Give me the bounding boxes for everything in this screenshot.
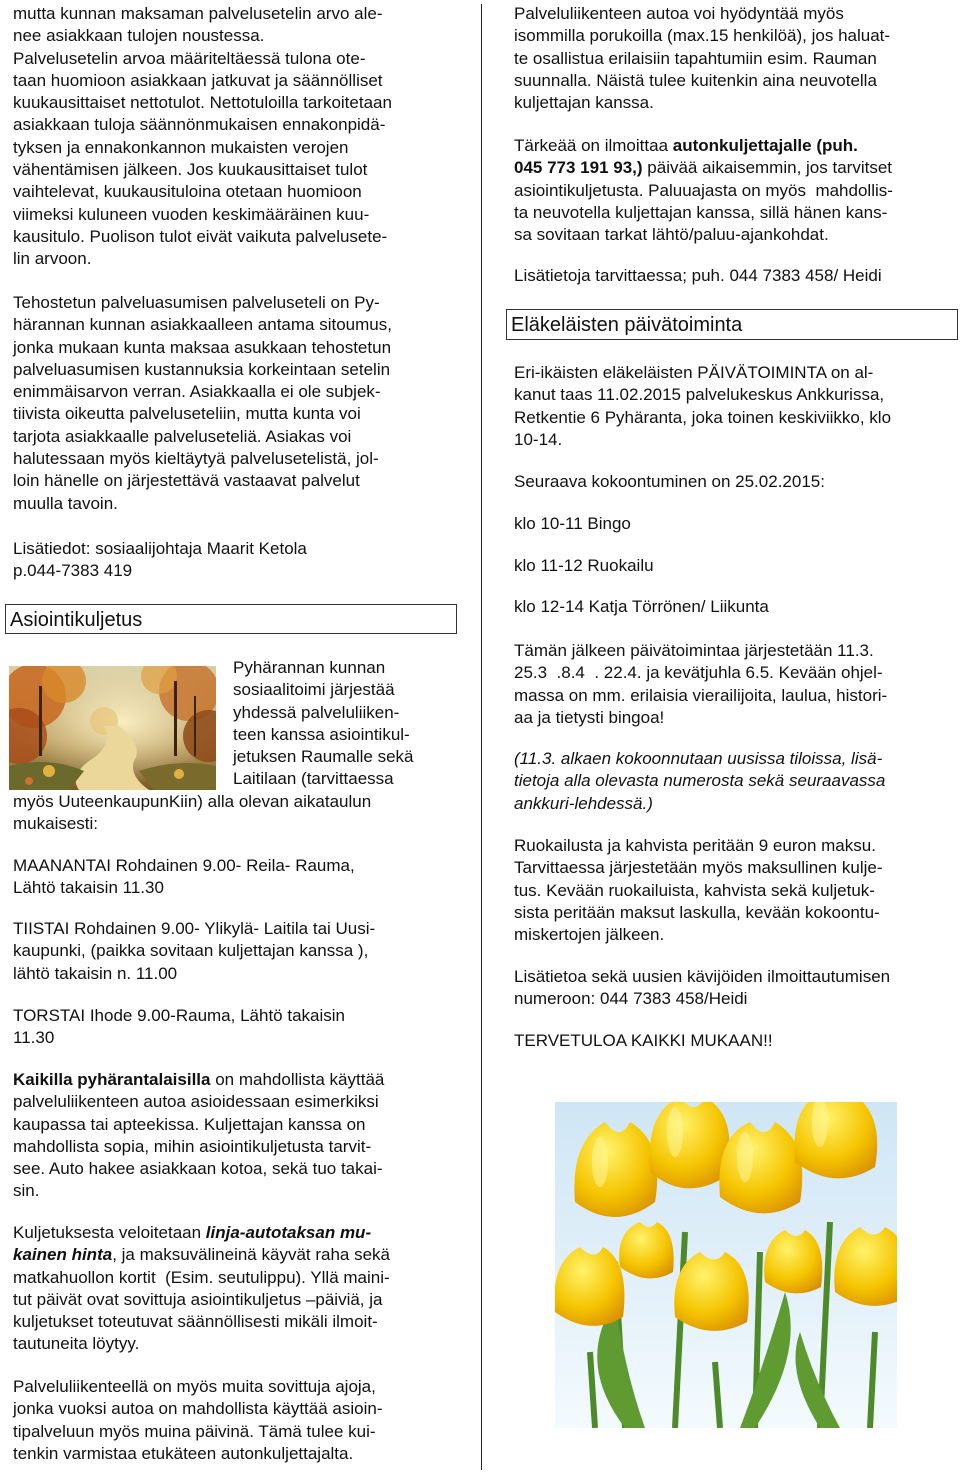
text-line: sa sovitaan tarkat lähtö/paluu-ajankohdat. [514,225,829,245]
text-line [13,1069,384,1091]
bold-italic-text: linja-autotaksan mu- [205,1223,372,1242]
text-line: tenkin varmistaa etukäteen autonkuljettajalta. [13,1443,354,1463]
text-line: teen kanssa asiointikul- [233,724,410,744]
text-line: sista peritään maksut laskulla, kevään kokoontu- [514,902,880,922]
text-line: miskertojen jälkeen. [514,925,665,945]
all-residents-paragraph [13,1069,384,1203]
text-fragment: on mahdollista käyttää [210,1070,385,1089]
text-line: suunnalla. Näistä tulee kuitenkin aina neuvotella [514,70,877,90]
schedule-item-lunch [514,555,654,577]
text-line: klo 11-12 Ruokailu [514,556,654,575]
text-line: myös UuteenkaupunKiin) alla olevan aikataulun [13,792,372,811]
text-line: asiakkaan tuloja säännönmukaisen ennakonpidä- [13,115,386,135]
text-line [514,135,893,157]
upcoming-dates-paragraph [514,640,887,729]
text-line: 25.3 .8.4 . 22.4. ja kevätjuhla 6.5. Kevään ohjel- [514,663,883,683]
text-line: jonka vuoksi autoa on mahdollista käyttää asioin- [13,1399,383,1419]
text-line: numeroon: 044 7383 458/Heidi [514,989,748,1009]
asiointikuljetus-intro [233,657,413,791]
text-line: klo 10-11 Bingo [514,514,631,533]
registration-info [514,966,890,1011]
text-line: mutta kunnan maksaman palvelusetelin arvo ale- [13,4,383,23]
text-line: ta neuvotella kuljettajan kanssa, sillä hänen kans- [514,202,888,222]
contact-info-heidi [514,265,882,287]
bold-text: autonkuljettajalle (puh. [672,136,858,155]
text-line: TIISTAI Rohdainen 9.00- Ylikylä- Laitila tai Uusi- [13,919,376,938]
text-line: TERVETULOA KAIKKI MUKAAN!! [514,1031,773,1050]
group-rides-paragraph [514,3,890,114]
text-line: Lisätietoja tarvittaessa; puh. 044 7383 458/ Heidi [514,266,882,285]
text-fragment: , ja maksuvälineinä käyvät raha sekä [112,1245,390,1265]
text-line: mahdollista sopia, mihin asiointikuljetusta tarvit- [13,1136,372,1156]
text-line: Seuraava kokoontuminen on 25.02.2015: [514,472,825,491]
heading-text: Asiointikuljetus [10,609,143,631]
text-line [13,1222,390,1244]
next-meeting [514,471,825,493]
text-line: yhdessä palveluliiken- [233,702,400,722]
text-line: jonka mukaan kunta maksaa asukkaan tehostetun [13,337,392,357]
section-heading-asiointikuljetus [5,604,457,634]
text-line: mukaisesti: [13,814,99,834]
text-line: muulla tavoin. [13,493,118,513]
text-line: asiointikuljetusta. Paluuajasta on myös mahdollis- [514,180,893,200]
palveluseteli-paragraph-1 [13,3,392,271]
schedule-thursday [13,1005,345,1050]
text-line: lähtö takaisin n. 11.00 [13,963,178,983]
text-line: Lisätietoa sekä uusien kävijöiden ilmoittautumisen [514,967,891,986]
text-line [514,157,893,179]
text-line: palveluliikenteen autoa asioidessaan esimerkiksi [13,1092,379,1112]
contact-info-social-director [13,538,307,583]
text-line: Palvelusetelin arvoa määriteltäessä tulona ote- [13,48,366,68]
autumn-path-image [9,666,216,790]
text-line: vähentämisen jälkeen. Jos kuukausittaiset tulot [13,160,368,180]
text-line: kausitulo. Puolison tulot eivät vaikuta palvelusete- [13,226,388,246]
text-line: kuukausittaiset nettotulot. Nettotuloilla tarkoitetaan [13,93,392,113]
text-line: p.044-7383 419 [13,561,133,581]
text-line: Retkentie 6 Pyhäranta, joka toinen keskiviikko, klo [514,407,892,427]
day-activity-paragraph [514,362,891,451]
text-line: Palveluliikenteellä on myös muita sovittuja ajoja, [13,1377,376,1396]
text-line: MAANANTAI Rohdainen 9.00- Reila- Rauma, [13,856,355,875]
text-line: kaupunki, (paikka sovitaan kuljettajan kanssa ), [13,941,369,961]
text-fragment: Kuljetuksesta veloitetaan [13,1223,206,1242]
text-line: tautuneita löytyy. [13,1334,140,1354]
text-line: Palveluliikenteen autoa voi hyödyntää myös [514,4,844,23]
welcome-text [514,1030,773,1052]
asiointikuljetus-intro-cont [13,791,371,836]
text-line: Laitilaan (tarvittaessa [233,769,394,789]
text-line: tiivista oikeutta palveluseteliin, mutta kunta voi [13,404,361,424]
text-line: isommilla porukoilla (max.15 henkilöä), jos haluat- [514,26,891,46]
text-line: ankkuri-lehdessä.) [514,793,653,813]
text-line: Pyhärannan kunnan [233,658,386,677]
bold-text: 045 773 191 93,) [514,158,643,178]
text-line: viimeksi kuluneen vuoden keskimääräinen kuu- [13,204,370,224]
text-line: jetuksen Raumalle sekä [233,747,414,767]
text-line: TORSTAI Ihode 9.00-Rauma, Lähtö takaisin [13,1006,345,1025]
text-line: tarjota asiakkaalle palveluseteliä. Asiakas voi [13,426,352,446]
text-line: Lisätiedot: sosiaalijohtaja Maarit Ketola [13,539,307,558]
text-line: loin hänelle on järjestettävä vastaavat palvelut [13,471,360,491]
schedule-tuesday [13,918,375,985]
meal-fee-paragraph [514,835,883,946]
text-line: härannan kunnan asiakkaalleen antama sitoumus, [13,315,392,335]
text-fragment: Tärkeää on ilmoittaa [514,136,673,155]
text-line [13,1244,390,1266]
bold-italic-text: kainen hinta [13,1245,113,1265]
text-line: (11.3. alkaen kokoonnutaan uusissa tiloissa, lisä- [514,749,883,768]
heading-text: Eläkeläisten päivätoiminta [511,314,743,336]
text-line: kanut taas 11.02.2015 palvelukeskus Ankkurissa, [514,385,885,405]
text-line: tyksen ja ennakonkannon mukaisten verojen [13,137,349,157]
text-line: Tarvittaessa järjestetään myös maksullinen kulje- [514,858,883,878]
text-line: Eri-ikäisten eläkeläisten PÄIVÄTOIMINTA on al- [514,363,874,382]
text-line: tipalveluun myös muina päivinä. Tämä tulee kui- [13,1421,376,1441]
palveluseteli-paragraph-2 [13,292,392,515]
text-line: palveluasumisen kustannuksia korkeintaan setelin [13,359,391,379]
text-line: Lähtö takaisin 11.30 [13,878,164,898]
text-fragment: päivää aikaisemmin, jos tarvitset [642,158,892,178]
text-line: kuljettajan kanssa. [514,93,654,113]
text-line: nee asiakkaan tulojen noustessa. [13,26,265,46]
schedule-item-bingo [514,513,631,535]
text-line: sin. [13,1181,40,1201]
notify-driver-paragraph [514,135,893,246]
text-line: klo 12-14 Katja Törrönen/ Liikunta [514,597,769,616]
fare-paragraph [13,1222,390,1356]
schedule-monday [13,855,355,900]
text-line: halutessaan myös kieltäytyä palvelusetelistä, jol- [13,449,379,469]
text-line: see. Auto hakee asiakkaan kotoa, sekä tuo takai- [13,1159,383,1179]
text-line: tut päivät ovat sovittuja asiointikuljetus –päiviä, ja [13,1289,383,1309]
text-line: Ruokailusta ja kahvista peritään 9 euron maksu. [514,836,876,855]
column-divider [481,4,482,1470]
text-line: enimmäisarvon verran. Asiakkaalla ei ole subjek- [13,382,381,402]
yellow-tulips-image [555,1102,897,1428]
text-line: matkahuollon kortit (Esim. seutulippu). Yllä maini- [13,1267,390,1287]
new-location-note [514,748,885,815]
other-rides-paragraph [13,1376,383,1465]
text-line: vaihtelevat, kuukausituloina otetaan huomioon [13,182,362,202]
text-line: Tehostetun palveluasumisen palveluseteli on Py- [13,293,380,312]
text-line: sosiaalitoimi järjestää [233,680,395,700]
text-line: kaupassa tai apteekissa. Kuljettajan kanssa on [13,1114,366,1134]
text-line: lin arvoon. [13,249,92,269]
text-line: te osallistua erilaisiin tapahtumiin esim. Rauman [514,48,877,68]
text-line: tus. Kevään ruokailuista, kahvista sekä kuljetuk- [514,880,875,900]
text-line: taan huomioon asiakkaan jatkuvat ja säännölliset [13,70,383,90]
text-line: Tämän jälkeen päivätoimintaa järjestetään 11.3. [514,641,874,660]
schedule-item-exercise [514,596,769,618]
bold-text: Kaikilla pyhärantalaisilla [13,1070,211,1089]
text-line: 11.30 [13,1028,55,1048]
text-line: tietoja alla olevasta numerosta sekä seuraavassa [514,771,886,791]
text-line: massa on mm. erilaisia vierailijoita, laulua, histori- [514,685,888,705]
section-heading-elakelaisten-paivatoiminta [506,309,958,340]
text-line: aa ja tietysti bingoa! [514,707,665,727]
text-line: 10-14. [514,429,563,449]
text-line: kuljetukset toteutuvat säännöllisesti mikäli ilmoit- [13,1312,378,1332]
